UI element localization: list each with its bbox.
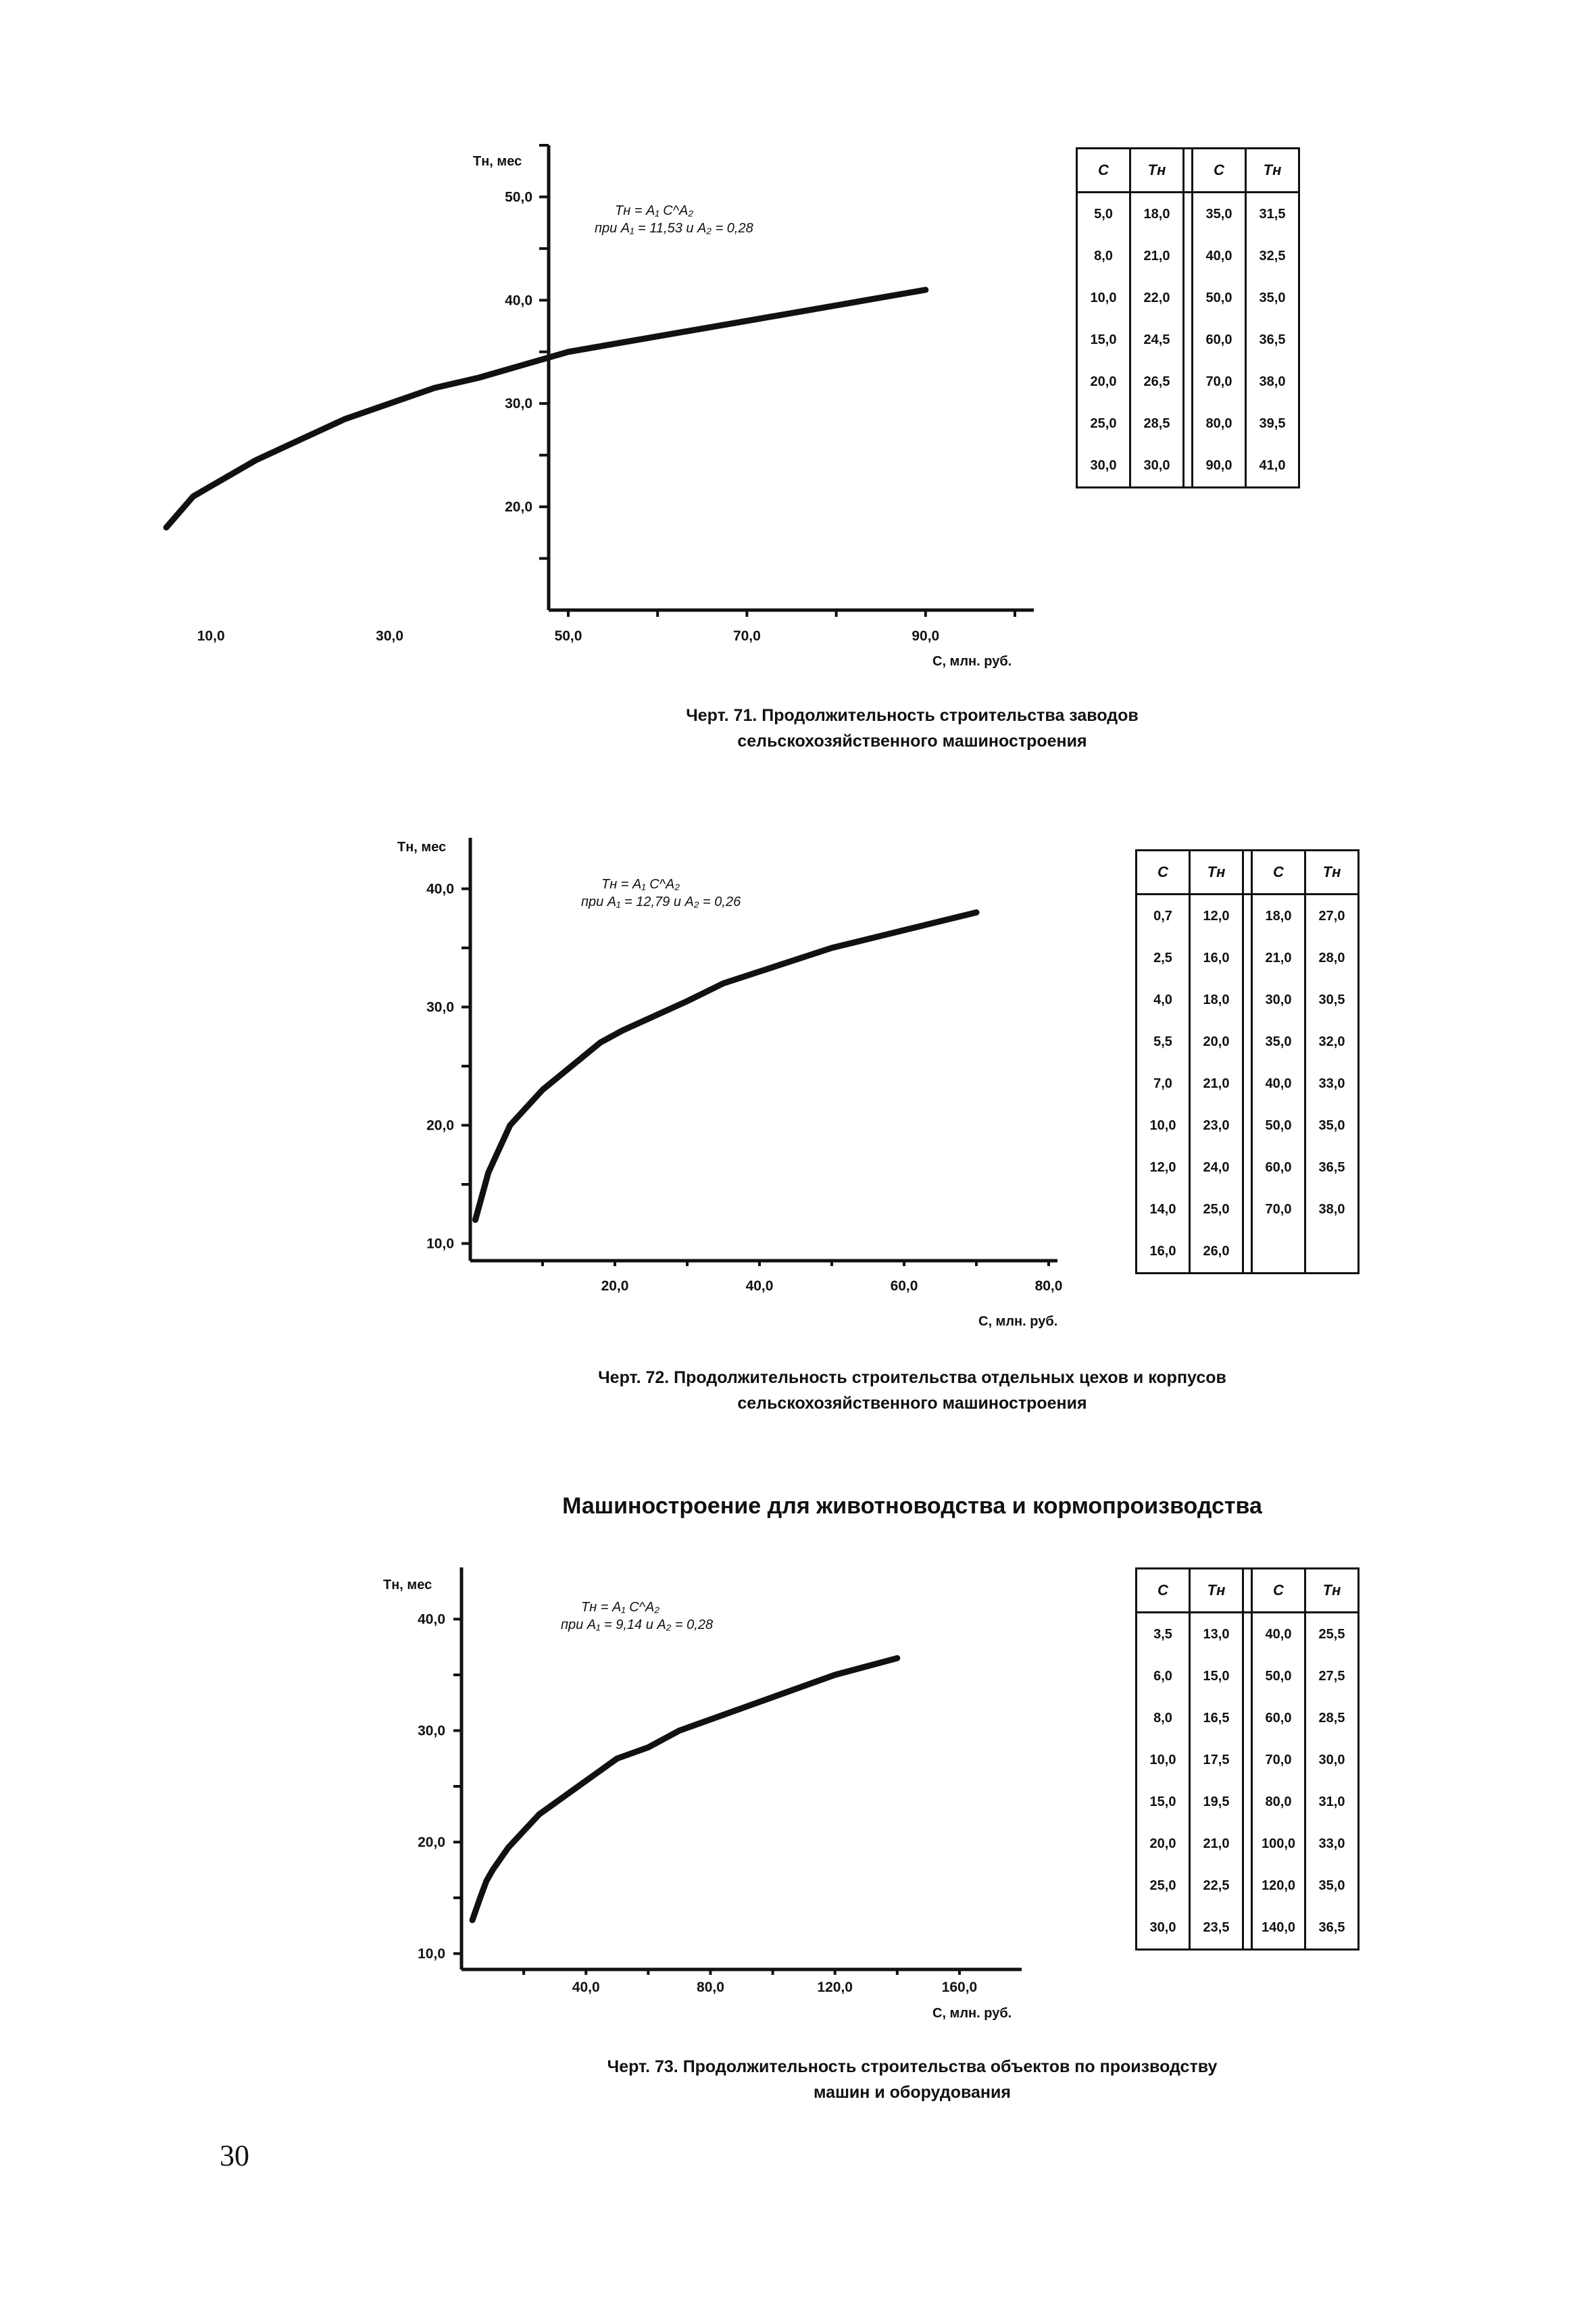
table-header-cell: С [1193,149,1246,193]
table-cell: 16,0 [1190,937,1243,979]
table-cell: 20,0 [1190,1021,1243,1063]
table-cell: 28,5 [1305,1697,1359,1739]
data-point [710,1719,711,1720]
table-cell: 31,5 [1246,193,1299,236]
table-gap [1243,1907,1252,1950]
table-cell: 5,5 [1137,1021,1190,1063]
table-cell: 25,5 [1305,1613,1359,1656]
caption-73 [405,2054,1419,2105]
formula-line2: при A₁ = 12,79 и A₂ = 0,26 [581,895,741,909]
table-cell: 30,5 [1305,979,1359,1021]
table-cell: 30,0 [1305,1739,1359,1781]
table-cell: 20,0 [1137,1823,1190,1865]
table-row [1137,1781,1359,1823]
table-gap [1243,1613,1252,1656]
table-cell: 28,0 [1305,937,1359,979]
x-tick-label: 10,0 [197,628,225,644]
x-tick-label: 80,0 [697,1980,724,1995]
table-cell: 24,0 [1190,1147,1243,1188]
table-cell: 12,0 [1190,895,1243,938]
table-header-cell: Tн [1190,1569,1243,1613]
x-tick-label: 40,0 [745,1278,774,1294]
table-cell: 50,0 [1252,1655,1305,1697]
table-cell: 100,0 [1252,1823,1305,1865]
caption-72-line2: сельскохозяйственного машиностроения [737,1394,1087,1413]
table-cell: 19,5 [1190,1781,1243,1823]
table-cell: 140,0 [1252,1907,1305,1950]
table-cell: 40,0 [1252,1063,1305,1105]
table-cell: 8,0 [1077,235,1130,277]
formula-line1: Tн = A₁ C^A₂ [581,1600,660,1615]
data-point [679,1730,680,1731]
formula-line1: Tн = A₁ C^A₂ [601,877,680,892]
table-cell: 35,0 [1193,193,1246,236]
table-cell: 33,0 [1305,1063,1359,1105]
y-tick-label: 20,0 [505,499,532,515]
x-tick-label: 120,0 [817,1980,853,1995]
x-tick-label: 40,0 [572,1980,600,1995]
table-row [1137,1907,1359,1950]
table-cell: 25,0 [1077,403,1130,445]
table-cell: 21,0 [1190,1063,1243,1105]
table-cell: 31,0 [1305,1781,1359,1823]
y-tick-label: 40,0 [426,881,454,897]
table-cell: 39,5 [1246,403,1299,445]
table-cell: 40,0 [1252,1613,1305,1656]
table-header-cell: Tн [1130,149,1184,193]
table-cell: 35,0 [1246,277,1299,319]
y-tick-label: 10,0 [418,1946,445,1962]
table-cell: 50,0 [1252,1105,1305,1147]
table-header-cell: Tн [1190,851,1243,895]
y-axis-label: Tн, мес [473,154,522,169]
table-cell: 7,0 [1137,1063,1190,1105]
table-cell: 10,0 [1137,1739,1190,1781]
table-cell: 28,5 [1130,403,1184,445]
table-cell: 38,0 [1305,1188,1359,1230]
table-cell: 35,0 [1305,1865,1359,1907]
table-row [1137,1865,1359,1907]
formula-line2: при A₁ = 11,53 и A₂ = 0,28 [595,221,753,236]
table-cell: 22,0 [1130,277,1184,319]
y-tick-label: 40,0 [505,293,532,309]
formula-line1: Tн = A₁ C^A₂ [615,203,694,218]
y-axis-label: Tн, мес [397,840,447,855]
table-cell: 23,5 [1190,1907,1243,1950]
formula-line2: при A₁ = 9,14 и A₂ = 0,28 [561,1617,714,1632]
table-cell: 16,5 [1190,1697,1243,1739]
table-cell: 15,0 [1077,319,1130,361]
page-number: 30 [220,2139,249,2172]
table-cell: 24,5 [1130,319,1184,361]
table-cell: 20,0 [1077,361,1130,403]
table-cell: 5,0 [1077,193,1130,236]
table-cell: 10,0 [1077,277,1130,319]
table-cell: 26,5 [1130,361,1184,403]
data-point [772,1697,773,1698]
table-cell: 50,0 [1193,277,1246,319]
table-cell: 38,0 [1246,361,1299,403]
table-cell: 3,5 [1137,1613,1190,1656]
table-cell: 18,0 [1130,193,1184,236]
table-cell: 4,0 [1137,979,1190,1021]
table-cell: 80,0 [1252,1781,1305,1823]
table-cell: 14,0 [1137,1188,1190,1230]
table-cell: 35,0 [1252,1021,1305,1063]
table-cell: 32,0 [1305,1021,1359,1063]
table-cell: 12,0 [1137,1147,1190,1188]
table-cell: 35,0 [1305,1105,1359,1147]
table-cell: 8,0 [1137,1697,1190,1739]
table-cell: 33,0 [1305,1823,1359,1865]
y-tick-label: 40,0 [418,1611,445,1628]
caption-71-line2: сельскохозяйственного машиностроения [737,732,1087,751]
section-heading: Машиностроение для животноводства и кормопроизводства [562,1493,1262,1519]
table-gap [1243,1697,1252,1739]
x-tick-label: 50,0 [554,628,582,644]
table-row [1137,1739,1359,1781]
data-point [648,1747,649,1748]
table-cell: 10,0 [1137,1105,1190,1147]
table-gap [1243,1781,1252,1823]
x-axis-label: С, млн. руб. [932,654,1012,669]
table-cell: 18,0 [1252,895,1305,938]
table-cell: 23,0 [1190,1105,1243,1147]
table-cell: 36,5 [1305,1147,1359,1188]
y-tick-label: 20,0 [426,1117,454,1134]
table-cell: 0,7 [1137,895,1190,938]
x-tick-label: 30,0 [376,628,404,644]
y-axis-label: Tн, мес [383,1578,432,1592]
caption-73-line1: Черт. 73. Продолжительность строительства объектов по производству [607,2057,1218,2076]
data-point [586,1780,587,1781]
table-cell: 60,0 [1252,1147,1305,1188]
table-cell: 22,5 [1190,1865,1243,1907]
y-tick-label: 30,0 [505,396,532,412]
table-header-cell: С [1137,1569,1190,1613]
table-cell: 16,0 [1137,1230,1190,1274]
y-tick-label: 50,0 [505,189,532,205]
data-point [834,1675,835,1676]
y-tick-label: 30,0 [426,999,454,1015]
table-gap [1243,1739,1252,1781]
table-cell: 13,0 [1190,1613,1243,1656]
table-gap [1243,1865,1252,1907]
y-tick-label: 10,0 [426,1236,454,1252]
table-cell: 90,0 [1193,445,1246,488]
table-row [1137,1613,1359,1656]
x-tick-label: 160,0 [941,1980,978,1995]
table-cell: 36,5 [1305,1907,1359,1950]
table-cell: 27,5 [1305,1655,1359,1697]
table-cell: 41,0 [1246,445,1299,488]
table-cell: 6,0 [1137,1655,1190,1697]
data-point [539,1814,540,1815]
data-point [508,1847,509,1848]
table-cell: 17,5 [1190,1739,1243,1781]
table-cell: 30,0 [1137,1907,1190,1950]
table-row [1137,1823,1359,1865]
data-point [617,1758,618,1759]
table-cell: 40,0 [1193,235,1246,277]
table-gap [1243,1569,1252,1613]
table-cell: 25,0 [1190,1188,1243,1230]
table-cell: 36,5 [1246,319,1299,361]
caption-72-line1: Черт. 72. Продолжительность строительства отдельных цехов и корпусов [598,1368,1226,1387]
table-header-cell: Tн [1246,149,1299,193]
table-header-cell: С [1252,851,1305,895]
table-header-cell: С [1252,1569,1305,1613]
x-tick-label: 90,0 [912,628,940,644]
table-cell: 27,0 [1305,895,1359,938]
x-tick-label: 20,0 [601,1278,629,1294]
x-tick-label: 80,0 [1034,1278,1063,1294]
table-cell: 70,0 [1252,1739,1305,1781]
table-cell: 26,0 [1190,1230,1243,1274]
table-cell: 70,0 [1193,361,1246,403]
table-cell: 21,0 [1252,937,1305,979]
table-cell: 30,0 [1252,979,1305,1021]
x-axis-label: С, млн. руб. [978,1314,1058,1329]
table-row [1137,1655,1359,1697]
table-cell: 21,0 [1130,235,1184,277]
data-table-73 [1135,1567,1360,1951]
table-header-cell: С [1077,149,1130,193]
table-header-cell: С [1137,851,1190,895]
table-cell: 30,0 [1130,445,1184,488]
table-cell: 60,0 [1252,1697,1305,1739]
table-cell: 120,0 [1252,1865,1305,1907]
y-tick-label: 20,0 [418,1834,445,1851]
table-cell: 70,0 [1252,1188,1305,1230]
table-cell: 15,0 [1190,1655,1243,1697]
table-cell: 60,0 [1193,319,1246,361]
x-tick-label: 70,0 [732,628,761,644]
caption-71-line1: Черт. 71. Продолжительность строительства заводов [686,706,1139,725]
table-gap [1243,1655,1252,1697]
table-cell: 32,5 [1246,235,1299,277]
table-cell: 25,0 [1137,1865,1190,1907]
y-tick-label: 30,0 [418,1723,445,1739]
table-row [1137,1697,1359,1739]
data-point [472,1920,473,1921]
table-header-cell: Tн [1305,851,1359,895]
series-line [472,1658,897,1920]
x-tick-label: 60,0 [890,1278,918,1294]
table-header-cell: Tн [1305,1569,1359,1613]
x-axis-label: С, млн. руб. [932,2006,1012,2021]
table-cell: 80,0 [1193,403,1246,445]
table-cell: 18,0 [1190,979,1243,1021]
table-gap [1243,1823,1252,1865]
table-cell: 21,0 [1190,1823,1243,1865]
caption-73-line2: машин и оборудования [814,2083,1011,2102]
data-point [486,1881,487,1882]
table-cell: 15,0 [1137,1781,1190,1823]
table-cell: 2,5 [1137,937,1190,979]
table-cell: 30,0 [1077,445,1130,488]
